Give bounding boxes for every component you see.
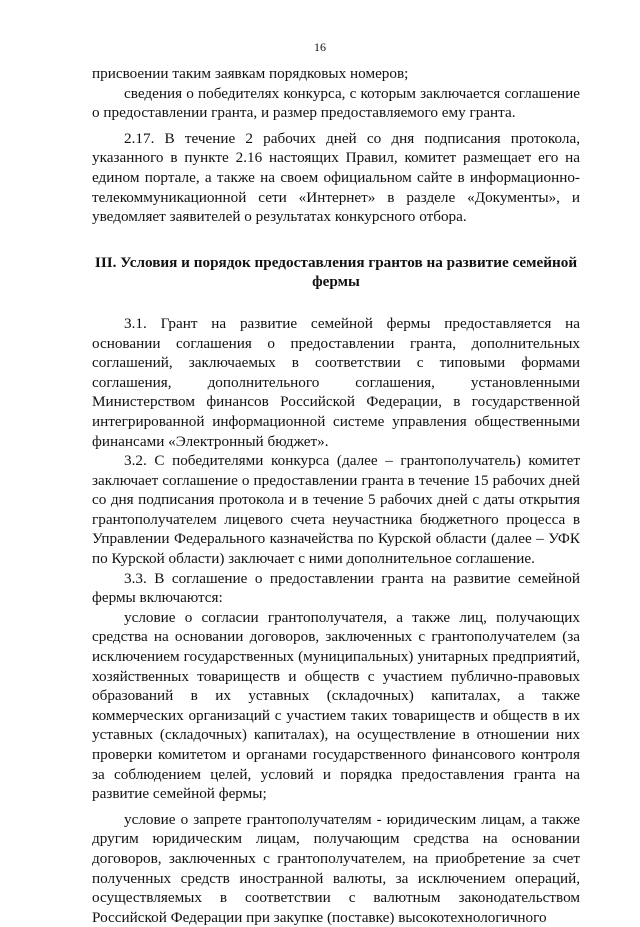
page-number: 16 <box>314 40 326 54</box>
paragraph-currency-prohibition: условие о запрете грантополучателям - юридическим лицам, а также другим юридическим лицам, получающим средства на основании договоров, заключенных с грантополучателем, на приобретение за счет полученных средств иностранной валюты, за исключением операций, осуществляемых в соответствии с валютным законодательством Российской Федерации при закупке (поставке) высокотехнологичного <box>92 810 580 926</box>
section-heading-iii: III. Условия и порядок предоставления грантов на развитие семейной фермы <box>94 253 578 291</box>
document-body <box>92 64 580 927</box>
paragraph-3-1: 3.1. Грант на развитие семейной фермы предоставляется на основании соглашения о предоставлении гранта, дополнительных соглашений, заключаемых в соответствии с типовыми формами соглашения, дополнительного соглашения, установленными Министерством финансов Российской Федерации, в государственной интегрированной информационной системе управления общественными финансами «Электронный бюджет». <box>92 314 580 450</box>
paragraph-winners-info: сведения о победителях конкурса, с которым заключается соглашение о предоставлении гранта, и размер предоставляемого ему гранта. <box>92 84 580 122</box>
paragraph-3-3: 3.3. В соглашение о предоставлении гранта на развитие семейной фермы включаются: <box>92 569 580 607</box>
paragraph-consent-condition: условие о согласии грантополучателя, а также лиц, получающих средства на основании договоров, заключенных с грантополучателем (за исключением государственных (муниципальных) унитарных предприятий, хозяйственных товариществ и обществ с участием публично-правовых образований в их уставных (складочных) капиталах, а также коммерческих организаций с участием таких товариществ и обществ в их уставных (складочных) капиталах), на осуществление в отношении них проверки комитетом и органами государственного финансового контроля за соблюдением целей, условий и порядка предоставления гранта на развитие семейной фермы; <box>92 608 580 803</box>
paragraph-3-2: 3.2. С победителями конкурса (далее – грантополучатель) комитет заключает соглашение о предоставлении гранта в течение 15 рабочих дней со дня подписания протокола и в течение 5 рабочих дней с даты открытия грантополучателем лицевого счета неучастника бюджетного процесса в Управлении Федерального казначейства по Курской области (далее – УФК по Курской области) заключает с ними дополнительное соглашение. <box>92 452 580 568</box>
paragraph-2-17: 2.17. В течение 2 рабочих дней со дня подписания протокола, указанного в пункте 2.16 настоящих Правил, комитет размещает его на едином портале, а также на своем официальном сайте в информационно-телекоммуникационной сети «Интернет» в разделе «Документы», и уведомляет заявителей о результатах конкурсного отбора. <box>92 129 580 226</box>
paragraph-list-continuation: присвоении таким заявкам порядковых номеров; <box>92 65 409 82</box>
